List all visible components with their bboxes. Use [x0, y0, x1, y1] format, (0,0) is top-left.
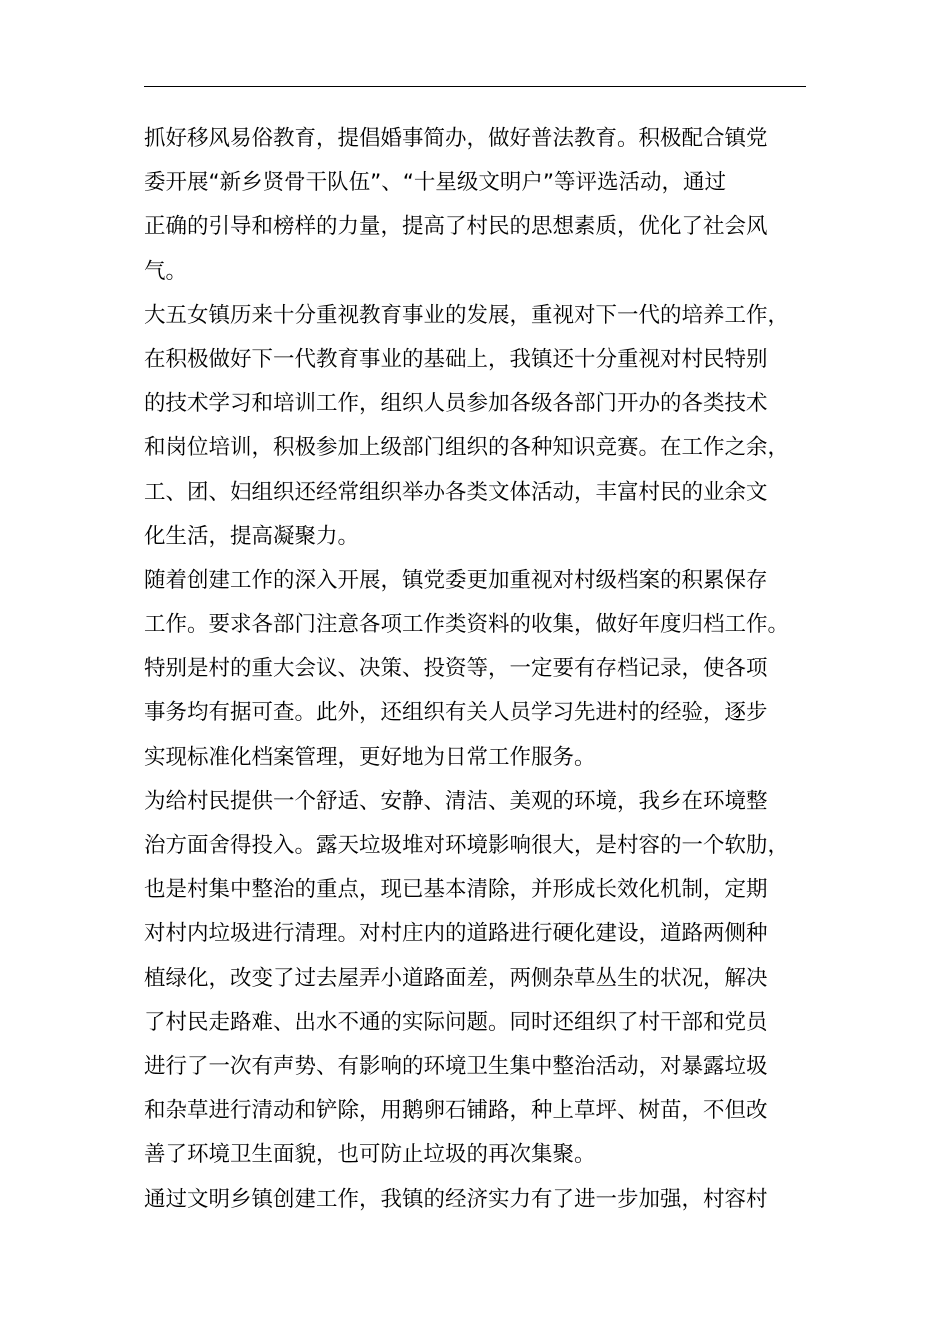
text-line: 工、团、妇组织还经常组织举办各类文体活动，丰富村民的业余文: [144, 479, 768, 505]
text-line: 随着创建工作的深入开展，镇党委更加重视对村级档案的积累保存: [144, 567, 768, 593]
text-line: 和杂草进行清动和铲除，用鹅卵石铺路，种上草坪、树苗，不但改: [144, 1098, 768, 1124]
text-line: 在积极做好下一代教育事业的基础上，我镇还十分重视对村民特别: [144, 346, 768, 372]
text-line: 事务均有据可查。此外，还组织有关人员学习先进村的经验，逐步: [144, 700, 768, 726]
text-line: 抓好移风易俗教育，提倡婚事简办，做好普法教育。积极配合镇党: [144, 126, 768, 151]
text-line: 了村民走路难、出水不通的实际问题。同时还组织了村干部和党员: [144, 1009, 768, 1035]
text-line: 通过文明乡镇创建工作，我镇的经济实力有了进一步加强，村容村: [144, 1186, 768, 1212]
text-line: 进行了一次有声势、有影响的环境卫生集中整治活动，对暴露垃圾: [144, 1053, 768, 1079]
text-line: 植绿化，改变了过去屋弄小道路面差，两侧杂草丛生的状况，解决: [144, 965, 768, 991]
text-line: 化生活，提高凝聚力。: [144, 523, 360, 549]
text-line: 特别是村的重大会议、决策、投资等，一定要有存档记录，使各项: [144, 656, 768, 682]
text-line: 为给村民提供一个舒适、安静、清洁、美观的环境，我乡在环境整: [144, 788, 768, 814]
text-line: 工作。要求各部门注意各项工作类资料的收集，做好年度归档工作。: [144, 612, 790, 638]
header-rule: [144, 86, 806, 87]
text-line: 治方面舍得投入。露天垃圾堆对环境影响很大，是村容的一个软肋，: [144, 833, 790, 858]
text-line: 也是村集中整治的重点，现已基本清除，并形成长效化机制，定期: [144, 877, 768, 903]
text-line: 善了环境卫生面貌，也可防止垃圾的再次集聚。: [144, 1142, 596, 1168]
text-line: 大五女镇历来十分重视教育事业的发展，重视对下一代的培养工作，: [144, 302, 790, 328]
text-line: 委开展“新乡贤骨干队伍”、“十星级文明户”等评选活动，通过: [144, 170, 727, 196]
text-line: 实现标准化档案管理，更好地为日常工作服务。: [144, 744, 596, 770]
text-line: 的技术学习和培训工作，组织人员参加各级各部门开办的各类技术: [144, 391, 768, 417]
text-line: 对村内垃圾进行清理。对村庄内的道路进行硬化建设，道路两侧种: [144, 921, 768, 947]
text-line: 正确的引导和榜样的力量，提高了村民的思想素质，优化了社会风: [144, 214, 768, 240]
body-text: [144, 117, 812, 1222]
text-line: 和岗位培训，积极参加上级部门组织的各种知识竞赛。在工作之余，: [144, 435, 790, 461]
text-line: 气。: [144, 258, 188, 284]
